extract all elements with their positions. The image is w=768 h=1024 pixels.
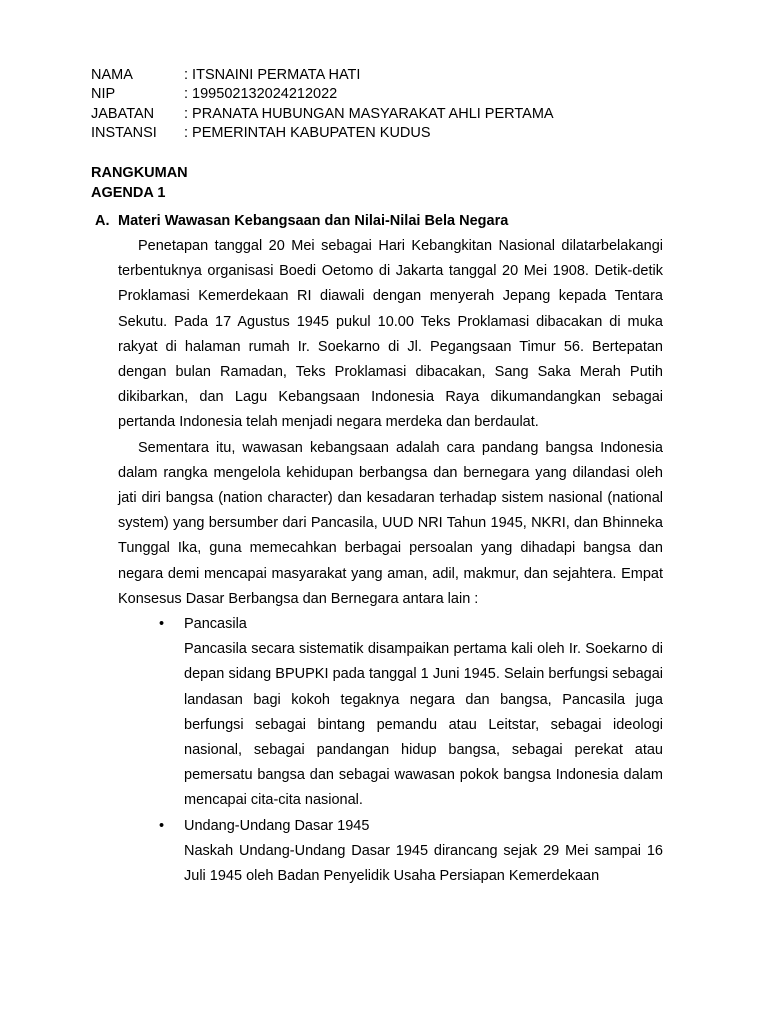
list-item (159, 814, 663, 890)
identity-header (91, 66, 554, 143)
list-item-text: Naskah Undang-Undang Dasar 1945 dirancang sejak 29 Mei sampai 16 Juli 1945 oleh Badan Penyelidik Usaha Persiapan Kemerdekaan (184, 842, 663, 885)
section-heading (95, 212, 508, 231)
header-label: NAMA (91, 67, 133, 83)
header-value: : PRANATA HUBUNGAN MASYARAKAT AHLI PERTAMA (184, 105, 554, 122)
list-item-title: Pancasila (184, 616, 247, 633)
document-title (91, 164, 188, 203)
header-row-nip (91, 85, 554, 104)
header-value: : 199502132024212022 (184, 86, 338, 103)
header-row-nama (91, 66, 554, 85)
header-row-jabatan (91, 105, 554, 124)
list-item-title: Undang-Undang Dasar 1945 (184, 817, 370, 834)
bullet-icon: • (159, 817, 165, 834)
header-value: : ITSNAINI PERMATA HATI (184, 67, 361, 83)
consensus-list (118, 612, 663, 889)
header-label: JABATAN (91, 105, 155, 122)
header-value: : PEMERINTAH KABUPATEN KUDUS (184, 124, 431, 141)
title-line-agenda: AGENDA 1 (91, 184, 166, 201)
section-number: A. (95, 213, 110, 229)
bullet-icon: • (159, 616, 165, 633)
body-paragraph-1: Penetapan tanggal 20 Mei sebagai Hari Kebangkitan Nasional dilatarbelakangi terbentuknya organisasi Boedi Oetomo di Jakarta tanggal 20 Mei 1908. Detik-detik Proklamasi Kemerdekaan RI diawali dengan menyerah Jepang kepada Tentara Sekutu. Pada 17 Agustus 1945 pukul 10.00 Teks Proklamasi dibacakan di muka rakyat di halaman rumah Ir. Soekarno di Jl. Pegangsaan Timur 56. Bertepatan dengan bulan Ramadan, Teks Proklamasi dibacakan, Sang Saka Merah Putih dikibarkan, dan Lagu Kebangsaan Indonesia Raya dikumandangkan sebagai pertanda Indonesia telah menjadi negara merdeka dan berdaulat. (118, 238, 663, 431)
section-heading-text: Materi Wawasan Kebangsaan dan Nilai-Nilai Bela Negara (118, 213, 509, 229)
list-item-text: Pancasila secara sistematik disampaikan pertama kali oleh Ir. Soekarno di depan sidang BPUPKI pada tanggal 1 Juni 1945. Selain berfungsi sebagai landasan bagi kokoh tegaknya negara dan bangsa, Pancasila juga berfungsi sebagai bintang pemandu atau Leitstar, sebagai ideologi nasional, sebagai pandangan hidup bangsa, sebagai perekat atau pemersatu bangsa dan sebagai wawasan pokok bangsa Indonesia dalam mencapai cita-cita nasional. (184, 641, 663, 809)
header-row-instansi (91, 124, 554, 143)
section-body (118, 234, 663, 889)
header-label: INSTANSI (91, 124, 157, 141)
body-paragraph-2: Sementara itu, wawasan kebangsaan adalah cara pandang bangsa Indonesia dalam rangka mengelola kehidupan berbangsa dan bernegara yang dilandasi oleh jati diri bangsa (nation character) dan kesadaran terhadap sistem nasional (national system) yang bersumber dari Pancasila, UUD NRI Tahun 1945, NKRI, dan Bhinneka Tunggal Ika, guna memecahkan berbagai persoalan yang dihadapi bangsa dan negara demi mencapai masyarakat yang aman, adil, makmur, dan sejahtera. Empat Konsesus Dasar Berbangsa dan Bernegara antara lain : (118, 439, 663, 607)
title-line-rangkuman: RANGKUMAN (91, 165, 188, 181)
list-item (159, 612, 663, 814)
header-label: NIP (91, 86, 116, 103)
